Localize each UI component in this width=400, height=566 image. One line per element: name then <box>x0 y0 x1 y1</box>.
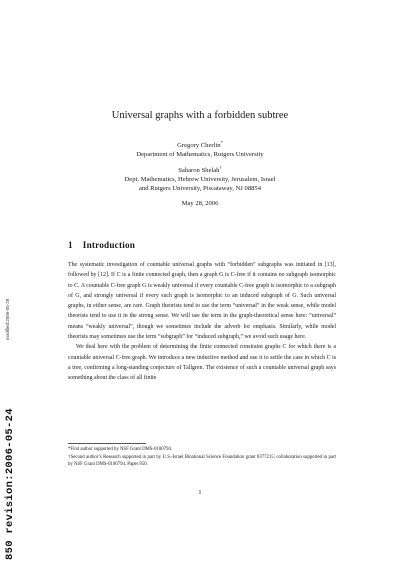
revision-stamp: 850 revision:2006-05-24 <box>4 408 16 560</box>
section-heading <box>68 240 135 250</box>
page-number: 1 <box>198 489 202 496</box>
author-2-name: Saharon Shelah <box>178 167 220 174</box>
footnote-1: *First author supported by NSF Grant DMS-0100794. <box>68 447 173 452</box>
paper-title: Universal graphs with a forbidden subtree <box>111 110 289 121</box>
affiliation-2a: Dept. Mathematics, Hebrew University, Jerusalem, Israel <box>124 176 276 183</box>
affiliation-1: Department of Mathematics, Rutgers University <box>136 151 264 158</box>
footnotes <box>68 446 336 469</box>
section-title: Introduction <box>82 240 136 250</box>
section-number: 1 <box>68 240 73 250</box>
author-1-name: Gregory Cherlin <box>177 142 221 149</box>
affiliation-2b: and Rutgers University, Piscataway, NJ 08854 <box>138 185 262 192</box>
paper-date: May 28, 2006 <box>181 200 219 207</box>
paragraph-1: The systematic investigation of countable universal graphs with “forbidden” subgraphs was initiated in [13], followed by [12]. If C is a finite connected graph, then a graph G is C-free if it contains no subgraph isomorphic to C. A countable C-free graph G is weakly universal if every countable C-free graph is isomorphic to a subgraph of G, and strongly universal if every such graph is isomorphic to an induced subgraph of G. Such universal graphs, in either sense, are rare. Graph theorists tend to use the term “universal” in the weak sense, while model theorists tend to use it in the strong sense. We will use the term in the graph-theoretical sense here: “universal” means “weakly universal”, though we sometimes include the adverb for emphasis. Similarly, while model theorists may sometimes use the term “subgraph” for “induced subgraph,” we avoid such usage here. <box>68 262 336 341</box>
body-text <box>68 260 336 384</box>
footnote-2: †Second author’s Research supported in part by U.S.-Israel Binational Science Foundation grant 0377215; collaboration supported in part by NSF Grant DMS-0100794. Paper 850. <box>68 455 336 467</box>
arxiv-modified-stamp: modified:2006-05-28 <box>5 298 10 340</box>
author-1 <box>0 141 400 150</box>
author-2 <box>0 166 400 175</box>
footnote-rule <box>68 443 146 444</box>
paragraph-2: We deal here with the problem of determining the finite connected constraint graphs C for which there is a countable universal C-free graph. We introduce a new inductive method and use it to settle the case in which C is a tree, confirming a long-standing conjecture of Tallgren. The existence of such a countable universal graph says something about the class of all finite <box>68 344 336 382</box>
author-2-footnote-mark: † <box>219 164 222 170</box>
author-1-footnote-mark: * <box>220 139 223 145</box>
